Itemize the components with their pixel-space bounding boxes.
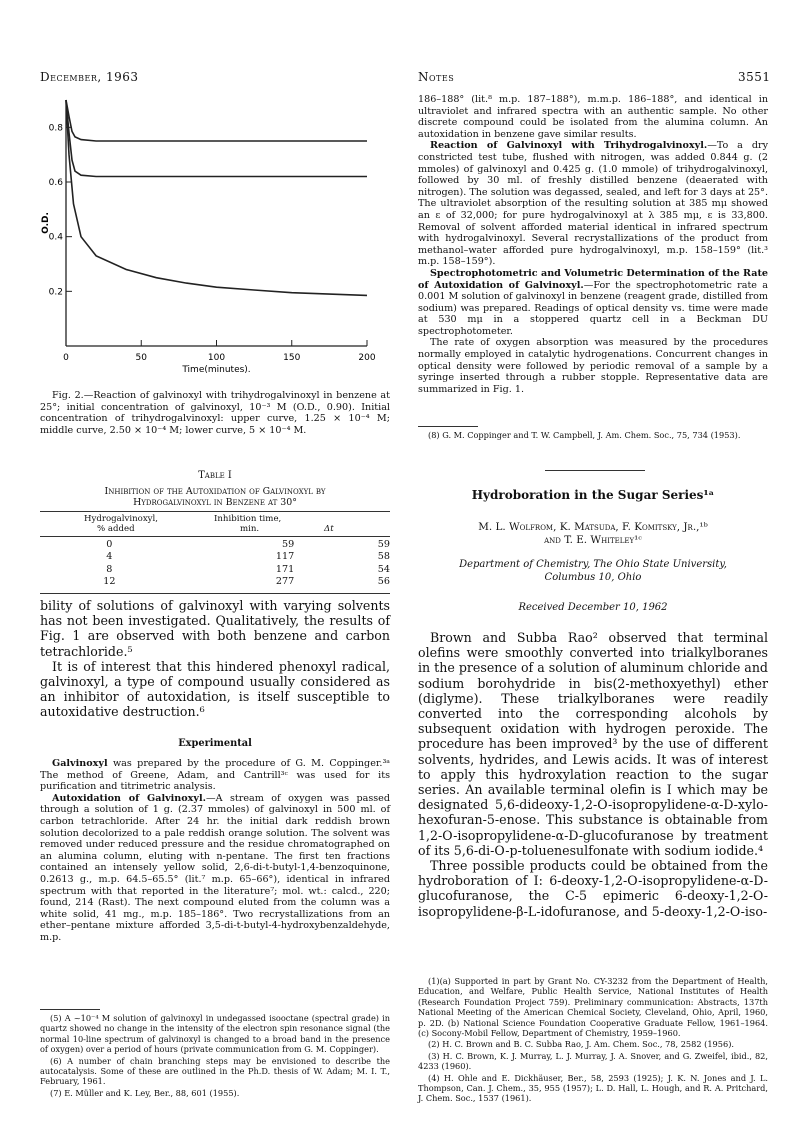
table-top-rule (40, 511, 390, 512)
right-experimental-text (418, 94, 768, 395)
y-tick-label: 0.2 (48, 287, 63, 298)
x-axis-label: Time(minutes). (182, 365, 251, 375)
table-cell: 58 (377, 551, 390, 563)
col-header-hydro: Hydrogalvinoxyl, (84, 514, 158, 524)
footnote-6: (6) A number of chain branching steps may be envisioned to describe the autocatalysis. Some of these are outlined in the Ph.D. thesis of W. Adam; M. I. T., February, 1961. (40, 1055, 390, 1087)
article-para-2: Three possible products could be obtained from the hydroboration of I: 6-deoxy-1,2-O-isopropylidene-α-D-glucofuranose, the C-5 epimeric 6-deoxy-1,2-O-isopropylidene-β-L-idofuranose, and 5-deoxy-1,2-O-iso- (418, 858, 768, 919)
series-curve-1 (66, 100, 367, 141)
received-date: Received December 10, 1962 (518, 602, 668, 613)
col-header-inhibition: Inhibition time, (214, 514, 282, 524)
footnote-5: (5) A ~10⁻⁴ M solution of galvinoxyl in undegassed isooctane (spectral grade) in quartz showed no change in the intensity of the electron spin resonance signal (the normal 10-line spectrum of galvinoxyl is changed to a broad band in the presence of oxygen) over a period of hours (private communication from G. M. Coppinger). (40, 1013, 390, 1055)
table-subtitle-1: Inhibition of the Autoxidation of Galvinoxyl by (104, 486, 326, 497)
right-para-3: Spectrophotometric and Volumetric Determination of the Rate of Autoxidation of Galvinoxyl.—For the spectrophotometric rate a 0.001 M solution of galvinoxyl in benzene (reagent grade, distilled from sodium) was prepared. Readings of optical density vs. time were made at 530 mμ in a stoppered quartz cell in a Beckman DU spectrophotometer. (418, 267, 768, 337)
affiliation-line-1: Department of Chemistry, The Ohio State University, (459, 559, 727, 570)
table-title: Table I (198, 470, 232, 481)
footnote-2: (2) H. C. Brown and B. C. Subba Rao, J. Am. Chem. Soc., 78, 2582 (1956). (428, 1039, 734, 1050)
footnote-1: (1)(a) Supported in part by Grant No. CY-3232 from the Department of Health, Education, and Welfare, Public Health Service, National Institutes of Health (Research Foundation Project 759). Preliminary communication: Abstracts, 137th National Meeting of the American Chemical Society, Cleveland, Ohio, April, 1960, p. 2D. (b) National Science Foundation Cooperative Graduate Fellow, 1961–1964. (c) Socony-Mobil Fellow, Department of Chemistry, 1959–1960. (418, 976, 768, 1039)
y-tick-label: 0.4 (48, 232, 63, 243)
table-bottom-rule (40, 593, 390, 594)
authors-line-2: and T. E. Whiteley¹ᶜ (544, 534, 642, 546)
exp-para-2: Autoxidation of Galvinoxyl.—A stream of oxygen was passed through a solution of 1 g. (2.37 mmoles) of galvinoxyl in 500 ml. of carbon tetrachloride. After 24 hr. the initial dark reddish brown solution decolorized to a pale reddish orange solution. The solvent was removed under reduced pressure and the residue chromatographed on an alumina column, eluting with n-pentane. The first ten fractions contained an intensely yellow solid, 2,6-di-t-butyl-1,4-benzoquinone, 0.2613 g., m.p. 64.5–65.5° (lit.⁷ m.p. 65–66°), identical in infrared spectrum with that reported in the literature⁷; mol. wt.: calcd., 220; found, 214 (Rast). The next compound eluted from the column was a white solid, 41 mg., m.p. 185–186°. Two recrystallizations from an ether–pentane mixture afforded 3,5-di-t-butyl-4-hydroxybenzaldehyde, m.p. (40, 792, 390, 943)
article-title: Hydroboration in the Sugar Series¹ᵃ (471, 488, 715, 502)
series-curve-3 (66, 100, 367, 295)
left-footnote-rule (40, 1009, 100, 1010)
article-body (418, 630, 768, 919)
table-cell: 4 (106, 551, 113, 563)
left-body (40, 598, 390, 720)
table-row (40, 563, 390, 576)
running-head-center: Notes (418, 70, 455, 84)
col-header-hydro-unit: % added (97, 524, 135, 534)
figure-caption: Fig. 2.—Reaction of galvinoxyl with trihydrogalvinoxyl in benzene at 25°; initial concentration of galvinoxyl, 10⁻³ M (O.D., 0.90). Initial concentration of trihydrogalvinoxyl: upper curve, 1.25 × 10⁻⁴ M; middle curve, 2.50 × 10⁻⁴ M; lower curve, 5 × 10⁻⁴ M. (40, 390, 390, 436)
x-tick-label: 150 (283, 353, 301, 363)
authors-line-1: M. L. Wolfrom, K. Matsuda, F. Komitsky, Jr.,¹ᵇ (478, 521, 708, 533)
exp-para-1: Galvinoxyl was prepared by the procedure of G. M. Coppinger.³ᵃ The method of Greene, Adam, and Cantrill³ᶜ was used for its purification and titrimetric analysis. (40, 758, 390, 793)
footnote-8: (8) G. M. Coppinger and T. W. Campbell, J. Am. Chem. Soc., 75, 734 (1953). (428, 430, 741, 440)
y-tick-label: 0.6 (48, 178, 63, 188)
article-para-1: Brown and Subba Rao² observed that terminal olefins were smoothly converted into trialkylboranes in the presence of a solution of aluminum chloride and sodium borohydride in bis(2-methoxyethyl) ether (diglyme). These trialkylboranes were readily converted into the corresponding alcohols by subsequent oxidation with hydrogen peroxide. The procedure has been improved³ by the use of different solvents, hydrides, and Lewis acids. It was of interest to apply this hydroxylation reaction to the sugar series. An available terminal olefin is I which may be designated 5,6-dideoxy-1,2-O-isopropylidene-α-D-xylo-hexofuran-5-enose. This substance is obtainable from 1,2-O-isopropylidene-α-D-glucofuranose by treatment of its 5,6-di-O-p-toluenesulfonate with sodium iodide.⁴ (418, 630, 768, 858)
table-header-rule (40, 536, 390, 537)
running-head-left: December, 1963 (40, 70, 139, 84)
affiliation-line-2: Columbus 10, Ohio (544, 572, 642, 583)
table-cell: 117 (275, 551, 295, 563)
table-row (40, 551, 390, 564)
footnote-3: (3) H. C. Brown, K. J. Murray, L. J. Murray, J. A. Snover, and G. Zweifel, ibid., 82, 4233 (1960). (418, 1050, 768, 1072)
x-tick-label: 200 (358, 353, 376, 363)
x-tick-label: 100 (207, 353, 226, 363)
table-cell: 56 (377, 576, 390, 588)
right-para-2: Reaction of Galvinoxyl with Trihydrogalvinoxyl.—To a dry constricted test tube, flushed with nitrogen, was added 0.844 g. (2 mmoles) of galvinoxyl and 0.425 g. (1.0 mmole) of trihydrogalvinoxyl, followed by 30 ml. of freshly distilled benzene (deaerated with nitrogen). The solution was degassed, sealed, and left for 3 days at 25°. The ultraviolet absorption of the resulting solution at 385 mμ showed an ε of 32,000; for pure hydrogalvinoxyl at λ 385 mμ, ε is 33,800. Removal of solvent afforded material identical in infrared spectrum with hydrogalvinoxyl. Several recrystallizations of the product from methanol–water afforded pure hydrogalvinoxyl, m.p. 158–159° (lit.³ m.p. 158–159°). (418, 140, 768, 268)
y-tick-label: 0.8 (48, 123, 63, 134)
x-tick-label: 50 (135, 353, 147, 363)
page-number: 3551 (738, 70, 771, 84)
table-cell: 59 (282, 538, 295, 550)
footnote-7: (7) E. Müller and K. Ley, Ber., 88, 601 (1955). (50, 1087, 240, 1098)
table-row (40, 576, 390, 589)
table-cell: 277 (275, 576, 295, 588)
experimental-heading: Experimental (178, 738, 252, 749)
table-cell: 0 (106, 538, 113, 550)
x-tick-label: 0 (63, 353, 69, 363)
experimental-text (40, 758, 390, 944)
left-para-1: bility of solutions of galvinoxyl with varying solvents has not been investigated. Qualitatively, the results of Fig. 1 are observed with both benzene and carbon tetrachloride.⁵ (40, 598, 390, 659)
col-header-delta-t: Δt (324, 524, 334, 534)
table-row (40, 538, 390, 551)
table-cell: 12 (103, 576, 116, 588)
left-para-2: It is of interest that this hindered phenoxyl radical, galvinoxyl, a type of compound usually considered as an inhibitor of autoxidation, is itself susceptible to autoxidative destruction.⁶ (40, 658, 390, 720)
left-footnotes (40, 1013, 390, 1099)
inhibition-table (40, 538, 390, 588)
table-cell: 8 (106, 563, 113, 575)
right-para-1: 186–188° (lit.⁸ m.p. 187–188°), m.m.p. 186–188°, and identical in ultraviolet and infrared spectra with an authentic sample. No other discrete compound could be isolated from the alumina column. An autoxidation in benzene gave similar results. (418, 94, 768, 140)
right-footnotes (418, 976, 768, 1105)
table-cell: 59 (377, 538, 390, 550)
table-cell: 54 (377, 563, 390, 575)
od-vs-time-chart (40, 94, 390, 384)
right-para-4: The rate of oxygen absorption was measured by the procedures normally employed in catalytic hydrogenations. Concurrent changes in optical density were followed by periodic removal of a sample by a syringe inserted through a rubber stopple. Representative data are summarized in Fig. 1. (418, 337, 768, 395)
right-footnote-rule (418, 426, 478, 427)
table-subtitle-2: Hydrogalvinoxyl in Benzene at 30° (133, 497, 297, 508)
series-curve-2 (66, 100, 367, 177)
footnote-4: (4) H. Ohle and E. Dickhäuser, Ber., 58, 2593 (1925); J. K. N. Jones and J. L. Thompson, Can. J. Chem., 35, 955 (1957); L. D. Hall, L. Hough, and R. A. Pritchard, J. Chem. Soc., 1537 (1961). (418, 1072, 768, 1104)
y-axis-label: O.D. (41, 212, 51, 234)
col-header-inhibition-unit: min. (240, 524, 260, 534)
table-cell: 171 (275, 563, 295, 575)
article-separator (545, 470, 645, 471)
